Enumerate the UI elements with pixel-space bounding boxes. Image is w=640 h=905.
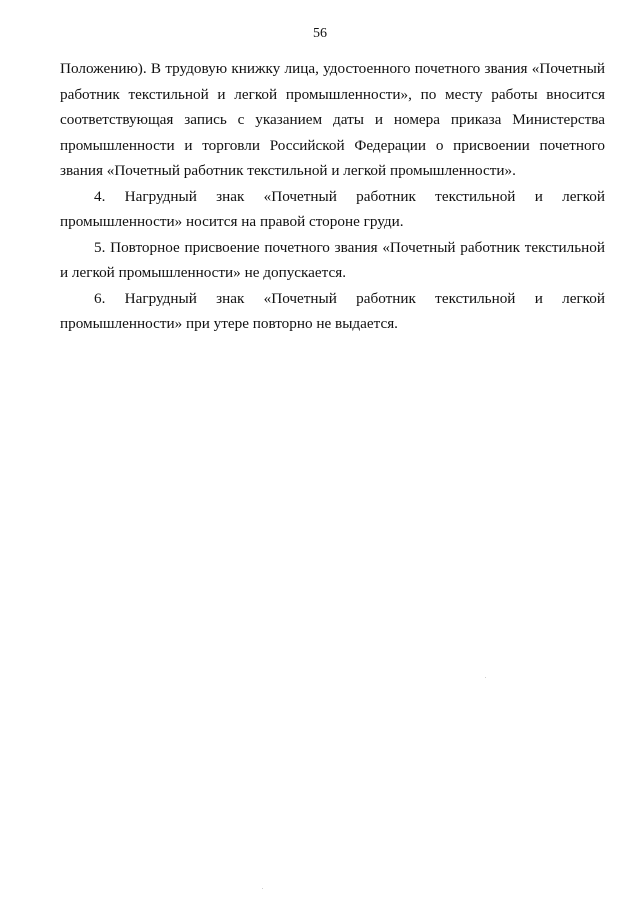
paragraph-item-5: 5. Повторное присвоение почетного звания «Почетный работник текстильной и легкой промышленности» не допускается. <box>60 238 605 281</box>
scan-artifact <box>485 677 486 678</box>
page-number: 56 <box>313 26 327 41</box>
scan-artifact <box>262 888 263 889</box>
paragraph-item-6: 6. Нагрудный знак «Почетный работник текстильной и легкой промышленности» при утере повторно не выдается. <box>60 289 605 332</box>
paragraph-continuation: Положению). В трудовую книжку лица, удостоенного почетного звания «Почетный работник текстильной и легкой промышленности», по месту работы вносится соответствующая запись с указанием даты и номера приказа Министерства промышленности и торговли Российской Федерации о присвоении почетного звания «Почетный работник текстильной и легкой промышленности». <box>60 60 605 179</box>
paragraph-item-4: 4. Нагрудный знак «Почетный работник текстильной и легкой промышленности» носится на правой стороне груди. <box>60 187 605 230</box>
document-body <box>60 56 605 337</box>
